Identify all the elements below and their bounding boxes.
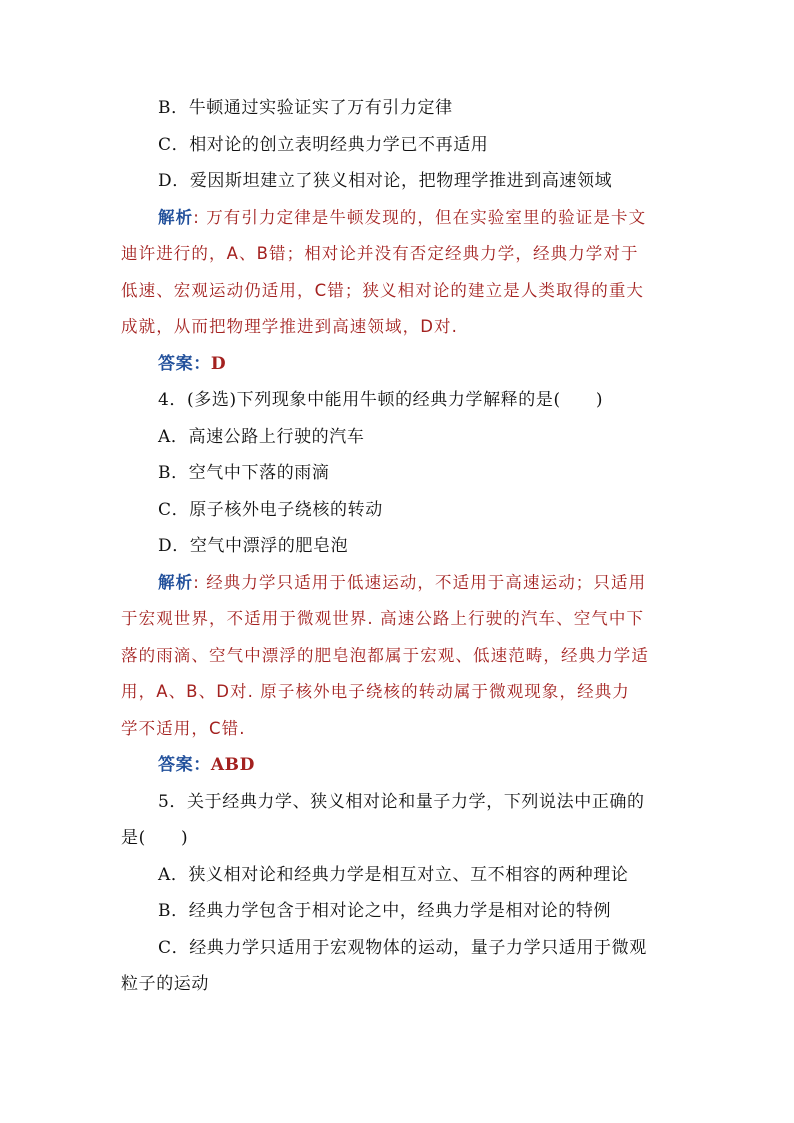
analysis-line: 迪许进行的，A、B错；相对论并没有否定经典力学，经典力学对于 xyxy=(121,244,639,263)
q3-option-b: B．牛顿通过实验证实了万有引力定律 xyxy=(158,98,453,118)
q4-analysis xyxy=(121,565,677,748)
document-page xyxy=(121,90,677,1003)
q3-option-c: C．相对论的创立表明经典力学已不再适用 xyxy=(158,134,489,155)
q4-stem: 4．(多选)下列现象中能用牛顿的经典力学解释的是( ) xyxy=(158,390,604,410)
q5-stem: 5．关于经典力学、狭义相对论和量子力学，下列说法中正确的 xyxy=(158,791,645,812)
analysis-line: 成就，从而把物理学推进到高速领域，D对. xyxy=(121,317,458,336)
answer-label: 答案： xyxy=(158,755,211,775)
answer-value: D xyxy=(210,353,227,374)
q5-option-b: B．经典力学包含于相对论之中，经典力学是相对论的特例 xyxy=(158,901,612,921)
q3-option-d: D．爱因斯坦建立了狭义相对论，把物理学推进到高速领域 xyxy=(158,171,613,191)
q4-answer xyxy=(121,747,677,784)
q5-option-a: A．狭义相对论和经典力学是相互对立、互不相容的两种理论 xyxy=(158,864,629,885)
q4-option-b: B．空气中下落的雨滴 xyxy=(158,463,330,483)
analysis-line: 于宏观世界，不适用于微观世界. 高速公路上行驶的汽车、空气中下 xyxy=(121,609,645,628)
analysis-label: 解析 xyxy=(158,207,194,227)
answer-value: ABD xyxy=(210,755,255,775)
analysis-line: 解析: 经典力学只适用于低速运动，不适用于高速运动；只适用 xyxy=(158,572,647,592)
q4-option-a: A．高速公路上行驶的汽车 xyxy=(158,426,365,447)
analysis-line: 解析: 万有引力定律是牛顿发现的，但在实验室里的验证是卡文 xyxy=(158,207,647,227)
q4-option-c: C．原子核外电子绕核的转动 xyxy=(158,499,383,520)
q3-answer xyxy=(121,346,677,383)
analysis-label: 解析 xyxy=(158,572,194,592)
q5-option-c-continued: 粒子的运动 xyxy=(121,974,209,994)
answer-label: 答案： xyxy=(158,353,211,374)
q3-analysis xyxy=(121,200,677,346)
analysis-line: 学不适用，C错. xyxy=(121,718,246,738)
q4-option-d: D．空气中漂浮的肥皂泡 xyxy=(158,536,349,556)
analysis-line: 低速、宏观运动仍适用，C错；狭义相对论的建立是人类取得的重大 xyxy=(121,280,645,300)
q5-option-c: C．经典力学只适用于宏观物体的运动，量子力学只适用于微观 xyxy=(158,937,647,958)
analysis-line: 落的雨滴、空气中漂浮的肥皂泡都属于宏观、低速范畴，经典力学适 xyxy=(121,645,649,665)
analysis-line: 用，A、B、D对. 原子核外电子绕核的转动属于微观现象，经典力 xyxy=(121,682,630,701)
q5-stem-continued: 是( ) xyxy=(121,828,189,848)
